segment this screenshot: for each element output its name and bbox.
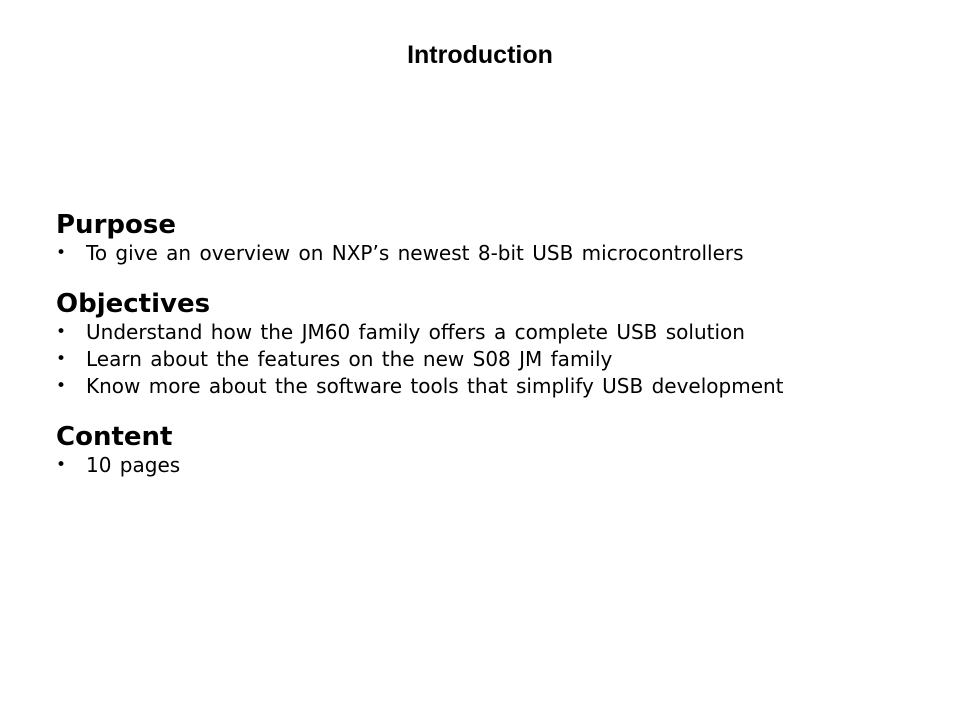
list-item	[56, 240, 930, 267]
bullet-list-content	[56, 452, 930, 479]
section-purpose	[56, 210, 930, 267]
bullet-list-objectives	[56, 319, 930, 400]
list-item	[56, 319, 930, 346]
bullet-icon: •	[56, 376, 67, 396]
section-objectives	[56, 289, 930, 400]
section-content	[56, 422, 930, 479]
bullet-text: Know more about the software tools that simplify USB development	[86, 374, 784, 398]
bullet-icon: •	[56, 349, 67, 369]
bullet-text: To give an overview on NXP’s newest 8-bit USB microcontrollers	[86, 241, 744, 265]
section-heading-content: Content	[56, 422, 173, 452]
bullet-text: Understand how the JM60 family offers a complete USB solution	[86, 320, 745, 344]
bullet-text: Learn about the features on the new S08 JM family	[86, 347, 613, 371]
bullet-list-purpose	[56, 240, 930, 267]
bullet-icon: •	[56, 455, 67, 475]
slide-title: Introduction	[407, 41, 553, 69]
list-item	[56, 452, 930, 479]
list-item	[56, 346, 930, 373]
bullet-icon: •	[56, 243, 67, 263]
list-item	[56, 373, 930, 400]
bullet-icon: •	[56, 322, 67, 342]
section-heading-purpose: Purpose	[56, 210, 176, 240]
slide-body	[56, 210, 930, 479]
bullet-text: 10 pages	[86, 453, 181, 477]
section-heading-objectives: Objectives	[56, 289, 211, 319]
